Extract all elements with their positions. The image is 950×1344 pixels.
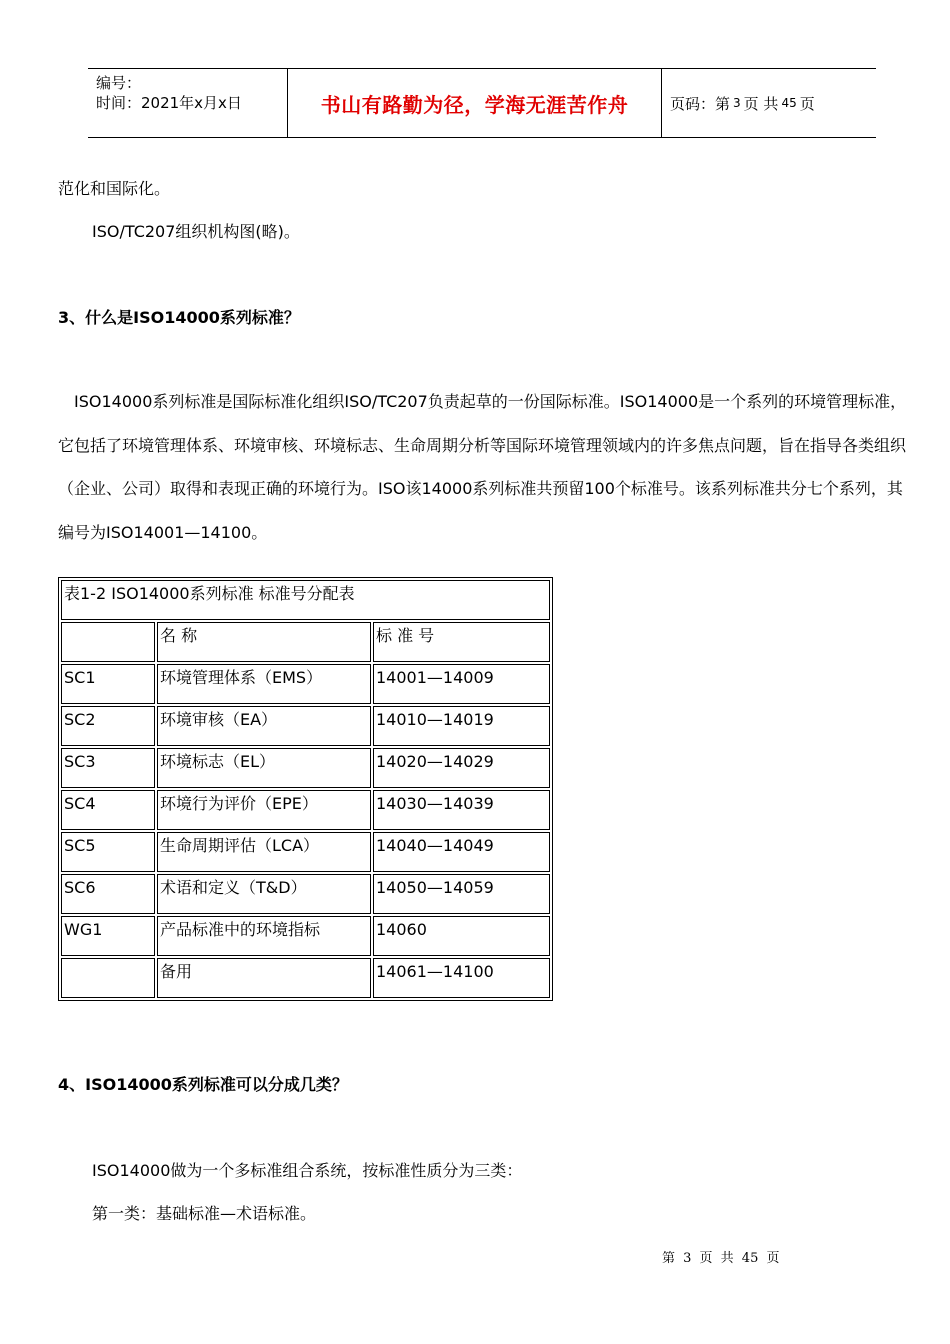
page-number: 3: [733, 96, 741, 110]
q4-body: ISO14000做为一个多标准组合系统，按标准性质分为三类：: [92, 1161, 523, 1180]
header-meta: [88, 69, 287, 137]
page-total: 45: [781, 96, 797, 110]
table-row: [61, 748, 550, 788]
time-label: 时间：2021年x月x日: [96, 94, 242, 112]
table-cell: SC1: [61, 664, 155, 704]
paragraph-line2: ISO/TC207组织机构图(略)。: [92, 222, 300, 241]
table-cell: 14061—14100: [373, 958, 550, 998]
table-row: [61, 664, 550, 704]
table-header-cell: [61, 622, 155, 662]
q4-item1: 第一类：基础标准—术语标准。: [92, 1204, 317, 1223]
table-header-cell: 名 称: [157, 622, 371, 662]
header-page-info: [662, 69, 876, 137]
table-cell: 14040—14049: [373, 832, 550, 872]
table-cell: 14010—14019: [373, 706, 550, 746]
table-cell: SC3: [61, 748, 155, 788]
q3-heading: 3、什么是ISO14000系列标准？: [58, 308, 300, 327]
page-mid: 页 共: [743, 94, 779, 113]
table-cell: 环境审核（EA）: [157, 706, 371, 746]
table-cell: 14050—14059: [373, 874, 550, 914]
table-row: [61, 916, 550, 956]
table-cell: 14030—14039: [373, 790, 550, 830]
page-suffix: 页: [799, 94, 815, 113]
table-row: [61, 790, 550, 830]
q3-body: ISO14000系列标准是国际标准化组织ISO/TC207负责起草的一份国际标准。ISO14000是一个系列的环境管理标准， 它包括了环境管理体系、环境审核、环境标志、生命周期分析等国际环境管理领域内的许多焦点问题，旨在指导各类组织（企业、公司）取得和表现正确的环境行为。ISO该14000系列标准共预留100个标准号。该系列标准共分七个系列，其编号为ISO14001—14100。: [58, 392, 907, 542]
table-cell: 14020—14029: [373, 748, 550, 788]
page-prefix: 页码：第: [670, 94, 731, 113]
page-header: [88, 68, 876, 138]
paragraph-line1: 范化和国际化。: [58, 179, 171, 198]
table-cell: SC4: [61, 790, 155, 830]
table-row: [61, 706, 550, 746]
table-caption: 表1-2 ISO14000系列标准 标准号分配表: [61, 580, 550, 620]
table-cell: 生命周期评估（LCA）: [157, 832, 371, 872]
table-cell: 14060: [373, 916, 550, 956]
table-cell: [61, 958, 155, 998]
table-cell: WG1: [61, 916, 155, 956]
table-header-row: [61, 622, 550, 662]
page-footer: 第 3 页 共 45 页: [662, 1251, 780, 1266]
table-row: [61, 958, 550, 998]
table-cell: 14001—14009: [373, 664, 550, 704]
q4-heading: 4、ISO14000系列标准可以分成几类？: [58, 1075, 348, 1094]
header-motto: 书山有路勤为径，学海无涯苦作舟: [287, 69, 662, 137]
table-cell: 产品标准中的环境指标: [157, 916, 371, 956]
standards-table: [58, 577, 553, 1001]
table-cell: 环境标志（EL）: [157, 748, 371, 788]
table-row: [61, 874, 550, 914]
table-cell: 术语和定义（T&D）: [157, 874, 371, 914]
table-cell: SC6: [61, 874, 155, 914]
table-row: [61, 832, 550, 872]
table-cell: SC2: [61, 706, 155, 746]
table-header-cell: 标 准 号: [373, 622, 550, 662]
number-label: 编号：: [96, 74, 142, 92]
table-cell: SC5: [61, 832, 155, 872]
table-cell: 环境管理体系（EMS）: [157, 664, 371, 704]
table-cell: 备用: [157, 958, 371, 998]
table-cell: 环境行为评价（EPE）: [157, 790, 371, 830]
